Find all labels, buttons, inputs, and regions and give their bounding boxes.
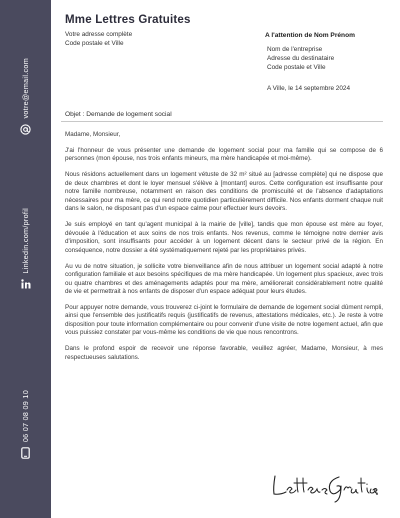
body-paragraph: J'ai l'honneur de vous présenter une demande de logement social pour ma famille qui se compose de 6 personnes (mon épouse, nos trois enfants mineurs, ma mère handicapée et moi-même). xyxy=(65,146,383,163)
recipient-address: Adresse du destinataire xyxy=(267,55,335,62)
sidebar-linkedin-block xyxy=(0,208,51,289)
sender-name: Mme Lettres Gratuites xyxy=(65,14,191,26)
body-paragraph: Au vu de notre situation, je sollicite votre bienveillance afin de nous attribuer un logement social adapté à notre configuration familiale et aux besoins spécifiques de ma mère handicapée. Un logement plus spacieux, avec trois ou quatre chambres et des aménagements adaptés pour ma mère, améliorerait considérablement notre qualité de vie et permettrait à nos enfants de disposer d'un espace adéquat pour leurs études. xyxy=(65,262,383,296)
sidebar-linkedin: Linkedin.com/profil xyxy=(21,208,30,274)
subject-divider xyxy=(61,121,383,122)
recipient-title: A l'attention de Nom Prénom xyxy=(265,32,355,39)
body-paragraph: Pour appuyer notre demande, vous trouverez ci-joint le formulaire de demande de logement social dûment rempli, ainsi que l'ensemble des justificatifs requis (justificatifs de revenus, attestations médicales, etc.). Je reste à votre disposition pour toute information complémentaire ou pour convenir d'une visite de notre logement actuel, afin que vous puissiez constater par vous-même les conditions de vie que nous rencontrons. xyxy=(65,303,383,337)
sidebar-email-block xyxy=(0,58,51,135)
body-paragraph: Nous résidons actuellement dans un logement vétuste de 32 m² situé au [adresse complète] qui ne dispose que de deux chambres et dont le loyer mensuel s'élève à [montant] euros. Cette configuration est insuffisante pour notre famille nombreuse, notamment en raison des conditions de promiscuité et de l'absence d'adaptations nécessaires pour ma mère, ce qui rend notre quotidien particulièrement difficile. Nos enfants dorment chaque nuit dans le salon, ne disposant pas d'un espace calme pour effectuer leurs devoirs. xyxy=(65,171,383,213)
handwritten-signature xyxy=(269,468,379,504)
letter-date: A Ville, le 14 septembre 2024 xyxy=(267,85,351,92)
sidebar xyxy=(0,0,51,518)
sender-address-block xyxy=(65,30,132,48)
recipient-address-block xyxy=(267,45,334,72)
phone-icon xyxy=(21,447,30,459)
sidebar-phone-block xyxy=(0,390,51,459)
sidebar-phone: 06 07 08 09 10 xyxy=(21,390,30,443)
sender-address: Votre adresse complète xyxy=(65,31,133,38)
letter-greeting: Madame, Monsieur, xyxy=(65,131,121,138)
at-sign-icon xyxy=(20,124,31,135)
body-paragraph: Dans le profond espoir de recevoir une réponse favorable, veuillez agréer, Madame, Monsieur, à mes respectueuses salutations. xyxy=(65,345,383,361)
body-paragraph: Je suis employé en tant qu'agent municipal à la mairie de [ville], tandis que mon épouse est mère au foyer, dévouée à l'éducation et aux soins de nos trois enfants. Nos revenus, comme le témoigne notre dernier avis d'imposition, sont insuffisants pour accéder à un logement décent dans le secteur privé de la région. En conséquence, notre dossier a été systématiquement rejeté par les propriétaires privés. xyxy=(65,221,383,254)
linkedin-icon xyxy=(21,279,31,289)
letter-subject: Objet : Demande de logement social xyxy=(65,111,172,118)
recipient-company: Nom de l'entreprise xyxy=(267,46,323,53)
recipient-city: Code postale et Ville xyxy=(267,64,326,71)
letter-page xyxy=(51,0,400,518)
letter-body xyxy=(65,131,383,370)
sidebar-email: votre@email.com xyxy=(21,58,30,119)
sender-city: Code postale et Ville xyxy=(65,40,124,47)
